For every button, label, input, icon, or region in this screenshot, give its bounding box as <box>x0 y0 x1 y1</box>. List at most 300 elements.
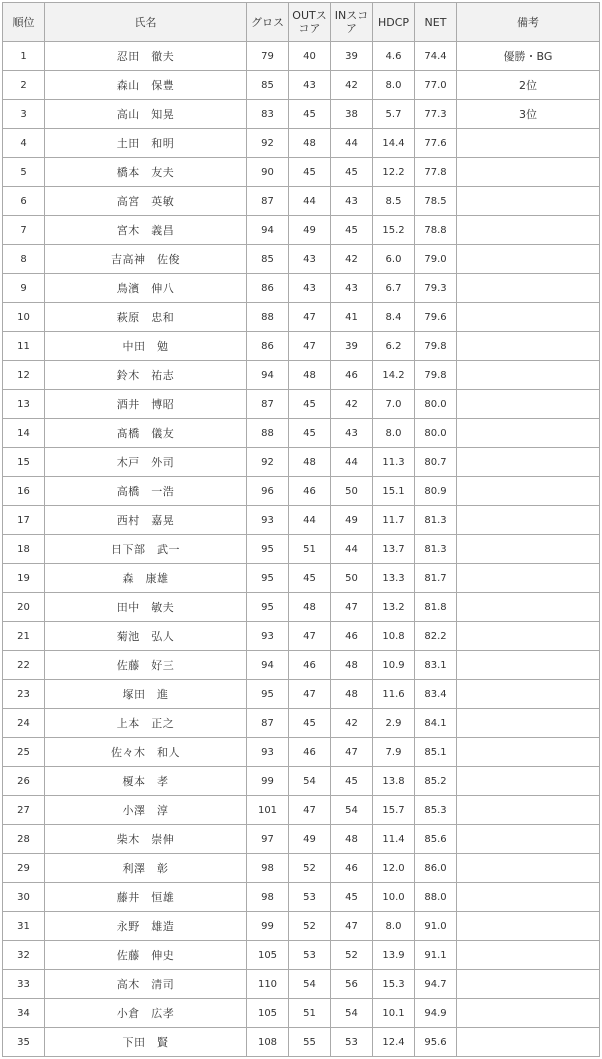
cell-rank: 13 <box>3 390 45 419</box>
cell-name: 上本 正之 <box>45 709 247 738</box>
cell-out-score: 45 <box>289 419 331 448</box>
cell-name: 日下部 武一 <box>45 535 247 564</box>
cell-net: 79.6 <box>415 303 457 332</box>
cell-in-score: 45 <box>331 883 373 912</box>
cell-note <box>457 854 600 883</box>
cell-rank: 26 <box>3 767 45 796</box>
cell-out-score: 45 <box>289 158 331 187</box>
cell-net: 86.0 <box>415 854 457 883</box>
cell-out-score: 47 <box>289 303 331 332</box>
cell-net: 80.0 <box>415 390 457 419</box>
cell-hdcp: 13.7 <box>373 535 415 564</box>
cell-hdcp: 5.7 <box>373 100 415 129</box>
cell-in-score: 50 <box>331 564 373 593</box>
cell-name: 萩原 忠和 <box>45 303 247 332</box>
cell-out-score: 45 <box>289 564 331 593</box>
cell-hdcp: 15.2 <box>373 216 415 245</box>
cell-out-score: 48 <box>289 361 331 390</box>
cell-hdcp: 15.1 <box>373 477 415 506</box>
cell-note <box>457 680 600 709</box>
cell-in-score: 48 <box>331 651 373 680</box>
cell-name: 森 康雄 <box>45 564 247 593</box>
cell-note <box>457 216 600 245</box>
cell-out-score: 49 <box>289 825 331 854</box>
table-row <box>3 129 600 158</box>
cell-gross: 105 <box>247 941 289 970</box>
cell-gross: 94 <box>247 361 289 390</box>
cell-hdcp: 14.4 <box>373 129 415 158</box>
cell-hdcp: 13.9 <box>373 941 415 970</box>
cell-rank: 5 <box>3 158 45 187</box>
cell-rank: 4 <box>3 129 45 158</box>
cell-note <box>457 1028 600 1057</box>
cell-hdcp: 12.4 <box>373 1028 415 1057</box>
cell-note <box>457 651 600 680</box>
cell-gross: 101 <box>247 796 289 825</box>
cell-net: 77.3 <box>415 100 457 129</box>
table-row <box>3 42 600 71</box>
cell-name: 小倉 広孝 <box>45 999 247 1028</box>
cell-in-score: 49 <box>331 506 373 535</box>
cell-note <box>457 448 600 477</box>
cell-hdcp: 8.0 <box>373 71 415 100</box>
cell-in-score: 43 <box>331 274 373 303</box>
table-row <box>3 1028 600 1057</box>
cell-out-score: 47 <box>289 796 331 825</box>
cell-net: 85.3 <box>415 796 457 825</box>
header-name: 氏名 <box>45 3 247 42</box>
cell-gross: 105 <box>247 999 289 1028</box>
cell-name: 佐藤 好三 <box>45 651 247 680</box>
cell-note <box>457 332 600 361</box>
cell-out-score: 51 <box>289 999 331 1028</box>
cell-name: 榎本 孝 <box>45 767 247 796</box>
cell-name: 佐々木 和人 <box>45 738 247 767</box>
cell-note <box>457 129 600 158</box>
table-row <box>3 332 600 361</box>
cell-out-score: 48 <box>289 448 331 477</box>
cell-in-score: 42 <box>331 245 373 274</box>
cell-note <box>457 796 600 825</box>
cell-net: 79.3 <box>415 274 457 303</box>
cell-gross: 92 <box>247 129 289 158</box>
cell-in-score: 48 <box>331 825 373 854</box>
cell-in-score: 47 <box>331 738 373 767</box>
cell-net: 81.7 <box>415 564 457 593</box>
cell-rank: 18 <box>3 535 45 564</box>
cell-note <box>457 564 600 593</box>
cell-note <box>457 970 600 999</box>
cell-name: 小澤 淳 <box>45 796 247 825</box>
cell-name: 高宮 英敏 <box>45 187 247 216</box>
cell-out-score: 44 <box>289 506 331 535</box>
cell-in-score: 42 <box>331 390 373 419</box>
cell-in-score: 52 <box>331 941 373 970</box>
cell-rank: 1 <box>3 42 45 71</box>
cell-out-score: 43 <box>289 71 331 100</box>
cell-note <box>457 941 600 970</box>
cell-name: 西村 嘉晃 <box>45 506 247 535</box>
cell-in-score: 46 <box>331 854 373 883</box>
cell-out-score: 43 <box>289 245 331 274</box>
table-row <box>3 622 600 651</box>
table-row <box>3 245 600 274</box>
cell-gross: 94 <box>247 651 289 680</box>
cell-note <box>457 593 600 622</box>
table-row <box>3 680 600 709</box>
cell-hdcp: 11.4 <box>373 825 415 854</box>
table-row <box>3 593 600 622</box>
cell-hdcp: 12.2 <box>373 158 415 187</box>
cell-net: 94.7 <box>415 970 457 999</box>
table-row <box>3 71 600 100</box>
cell-name: 高橋 一浩 <box>45 477 247 506</box>
cell-name: 藤井 恒雄 <box>45 883 247 912</box>
cell-net: 77.8 <box>415 158 457 187</box>
cell-gross: 93 <box>247 622 289 651</box>
cell-net: 80.9 <box>415 477 457 506</box>
cell-gross: 87 <box>247 709 289 738</box>
table-row <box>3 187 600 216</box>
cell-out-score: 43 <box>289 274 331 303</box>
cell-in-score: 54 <box>331 796 373 825</box>
cell-hdcp: 11.6 <box>373 680 415 709</box>
cell-name: 永野 雄造 <box>45 912 247 941</box>
cell-name: 佐藤 伸史 <box>45 941 247 970</box>
cell-net: 83.1 <box>415 651 457 680</box>
cell-in-score: 41 <box>331 303 373 332</box>
cell-out-score: 53 <box>289 941 331 970</box>
cell-hdcp: 15.3 <box>373 970 415 999</box>
header-gross: グロス <box>247 3 289 42</box>
cell-in-score: 44 <box>331 448 373 477</box>
cell-hdcp: 8.4 <box>373 303 415 332</box>
cell-gross: 92 <box>247 448 289 477</box>
cell-note <box>457 158 600 187</box>
header-net: NET <box>415 3 457 42</box>
cell-gross: 95 <box>247 564 289 593</box>
cell-hdcp: 7.0 <box>373 390 415 419</box>
cell-net: 78.5 <box>415 187 457 216</box>
cell-net: 78.8 <box>415 216 457 245</box>
cell-note: 2位 <box>457 71 600 100</box>
header-in-score: INスコア <box>331 3 373 42</box>
cell-rank: 15 <box>3 448 45 477</box>
cell-hdcp: 6.2 <box>373 332 415 361</box>
cell-gross: 99 <box>247 767 289 796</box>
cell-rank: 29 <box>3 854 45 883</box>
cell-note <box>457 419 600 448</box>
cell-note: 3位 <box>457 100 600 129</box>
cell-net: 84.1 <box>415 709 457 738</box>
cell-name: 菊池 弘人 <box>45 622 247 651</box>
table-row <box>3 825 600 854</box>
table-row <box>3 303 600 332</box>
cell-in-score: 39 <box>331 332 373 361</box>
cell-name: 森山 保豊 <box>45 71 247 100</box>
cell-gross: 96 <box>247 477 289 506</box>
cell-hdcp: 14.2 <box>373 361 415 390</box>
cell-gross: 93 <box>247 738 289 767</box>
cell-rank: 35 <box>3 1028 45 1057</box>
cell-rank: 10 <box>3 303 45 332</box>
header-hdcp: HDCP <box>373 3 415 42</box>
cell-gross: 108 <box>247 1028 289 1057</box>
table-row <box>3 970 600 999</box>
cell-gross: 95 <box>247 680 289 709</box>
cell-name: 髙橋 儀友 <box>45 419 247 448</box>
cell-rank: 28 <box>3 825 45 854</box>
cell-gross: 97 <box>247 825 289 854</box>
cell-name: 吉高神 佐俊 <box>45 245 247 274</box>
table-row <box>3 274 600 303</box>
cell-rank: 21 <box>3 622 45 651</box>
header-row <box>3 3 600 42</box>
cell-net: 88.0 <box>415 883 457 912</box>
cell-rank: 14 <box>3 419 45 448</box>
cell-note <box>457 477 600 506</box>
cell-name: 宮木 義昌 <box>45 216 247 245</box>
cell-gross: 90 <box>247 158 289 187</box>
cell-out-score: 52 <box>289 912 331 941</box>
cell-note <box>457 709 600 738</box>
table-row <box>3 767 600 796</box>
table-row <box>3 419 600 448</box>
cell-out-score: 45 <box>289 390 331 419</box>
cell-in-score: 53 <box>331 1028 373 1057</box>
cell-net: 77.6 <box>415 129 457 158</box>
cell-out-score: 47 <box>289 680 331 709</box>
table-row <box>3 941 600 970</box>
cell-rank: 12 <box>3 361 45 390</box>
cell-out-score: 40 <box>289 42 331 71</box>
cell-name: 田中 敏夫 <box>45 593 247 622</box>
cell-gross: 83 <box>247 100 289 129</box>
cell-out-score: 46 <box>289 477 331 506</box>
cell-out-score: 44 <box>289 187 331 216</box>
cell-in-score: 47 <box>331 912 373 941</box>
table-row <box>3 390 600 419</box>
table-row <box>3 854 600 883</box>
cell-gross: 85 <box>247 71 289 100</box>
cell-in-score: 45 <box>331 158 373 187</box>
cell-hdcp: 11.3 <box>373 448 415 477</box>
cell-name: 中田 勉 <box>45 332 247 361</box>
cell-net: 80.0 <box>415 419 457 448</box>
cell-out-score: 55 <box>289 1028 331 1057</box>
cell-out-score: 51 <box>289 535 331 564</box>
cell-name: 鈴木 祐志 <box>45 361 247 390</box>
cell-out-score: 49 <box>289 216 331 245</box>
cell-gross: 79 <box>247 42 289 71</box>
cell-out-score: 47 <box>289 332 331 361</box>
table-row <box>3 448 600 477</box>
cell-gross: 95 <box>247 535 289 564</box>
cell-out-score: 48 <box>289 129 331 158</box>
cell-note <box>457 999 600 1028</box>
cell-in-score: 56 <box>331 970 373 999</box>
cell-out-score: 47 <box>289 622 331 651</box>
cell-name: 忍田 徹夫 <box>45 42 247 71</box>
table-row <box>3 216 600 245</box>
cell-in-score: 42 <box>331 71 373 100</box>
cell-name: 木戸 外司 <box>45 448 247 477</box>
cell-note <box>457 767 600 796</box>
cell-in-score: 39 <box>331 42 373 71</box>
cell-rank: 34 <box>3 999 45 1028</box>
cell-in-score: 46 <box>331 622 373 651</box>
cell-rank: 2 <box>3 71 45 100</box>
cell-net: 83.4 <box>415 680 457 709</box>
cell-rank: 9 <box>3 274 45 303</box>
cell-gross: 86 <box>247 332 289 361</box>
cell-hdcp: 8.0 <box>373 419 415 448</box>
table-row <box>3 535 600 564</box>
cell-out-score: 53 <box>289 883 331 912</box>
cell-name: 橋本 友夫 <box>45 158 247 187</box>
header-rank: 順位 <box>3 3 45 42</box>
cell-in-score: 54 <box>331 999 373 1028</box>
cell-rank: 31 <box>3 912 45 941</box>
cell-rank: 32 <box>3 941 45 970</box>
cell-note <box>457 883 600 912</box>
cell-hdcp: 13.2 <box>373 593 415 622</box>
cell-gross: 98 <box>247 883 289 912</box>
cell-gross: 110 <box>247 970 289 999</box>
cell-in-score: 47 <box>331 593 373 622</box>
cell-hdcp: 8.5 <box>373 187 415 216</box>
cell-rank: 23 <box>3 680 45 709</box>
cell-hdcp: 2.9 <box>373 709 415 738</box>
cell-out-score: 45 <box>289 100 331 129</box>
cell-rank: 11 <box>3 332 45 361</box>
table-row <box>3 100 600 129</box>
cell-gross: 99 <box>247 912 289 941</box>
cell-net: 95.6 <box>415 1028 457 1057</box>
cell-net: 94.9 <box>415 999 457 1028</box>
cell-out-score: 46 <box>289 738 331 767</box>
cell-in-score: 45 <box>331 216 373 245</box>
cell-note <box>457 245 600 274</box>
cell-hdcp: 13.3 <box>373 564 415 593</box>
cell-out-score: 54 <box>289 767 331 796</box>
cell-out-score: 48 <box>289 593 331 622</box>
cell-hdcp: 4.6 <box>373 42 415 71</box>
cell-in-score: 45 <box>331 767 373 796</box>
table-row <box>3 709 600 738</box>
cell-note <box>457 274 600 303</box>
cell-name: 利澤 彰 <box>45 854 247 883</box>
results-table <box>2 2 600 1057</box>
cell-hdcp: 12.0 <box>373 854 415 883</box>
table-row <box>3 883 600 912</box>
cell-rank: 30 <box>3 883 45 912</box>
table-row <box>3 477 600 506</box>
table-row <box>3 651 600 680</box>
cell-note <box>457 912 600 941</box>
cell-hdcp: 13.8 <box>373 767 415 796</box>
cell-hdcp: 6.7 <box>373 274 415 303</box>
cell-name: 高山 知晃 <box>45 100 247 129</box>
cell-rank: 8 <box>3 245 45 274</box>
cell-gross: 93 <box>247 506 289 535</box>
cell-net: 79.8 <box>415 361 457 390</box>
cell-gross: 94 <box>247 216 289 245</box>
cell-out-score: 46 <box>289 651 331 680</box>
cell-gross: 87 <box>247 187 289 216</box>
cell-net: 85.2 <box>415 767 457 796</box>
table-row <box>3 796 600 825</box>
cell-rank: 25 <box>3 738 45 767</box>
cell-net: 77.0 <box>415 71 457 100</box>
cell-note <box>457 361 600 390</box>
cell-rank: 16 <box>3 477 45 506</box>
cell-name: 塚田 進 <box>45 680 247 709</box>
results-body <box>3 42 600 1057</box>
cell-hdcp: 7.9 <box>373 738 415 767</box>
cell-rank: 7 <box>3 216 45 245</box>
cell-name: 高木 清司 <box>45 970 247 999</box>
cell-gross: 86 <box>247 274 289 303</box>
cell-net: 91.0 <box>415 912 457 941</box>
cell-rank: 24 <box>3 709 45 738</box>
cell-hdcp: 10.0 <box>373 883 415 912</box>
cell-net: 80.7 <box>415 448 457 477</box>
cell-note <box>457 825 600 854</box>
cell-in-score: 48 <box>331 680 373 709</box>
cell-gross: 87 <box>247 390 289 419</box>
cell-note <box>457 506 600 535</box>
table-row <box>3 158 600 187</box>
cell-rank: 33 <box>3 970 45 999</box>
header-note: 備考 <box>457 3 600 42</box>
cell-hdcp: 8.0 <box>373 912 415 941</box>
cell-out-score: 54 <box>289 970 331 999</box>
cell-gross: 95 <box>247 593 289 622</box>
cell-in-score: 44 <box>331 129 373 158</box>
cell-in-score: 43 <box>331 419 373 448</box>
cell-name: 鳥濱 伸八 <box>45 274 247 303</box>
cell-gross: 88 <box>247 303 289 332</box>
cell-out-score: 45 <box>289 709 331 738</box>
cell-name: 土田 和明 <box>45 129 247 158</box>
cell-hdcp: 15.7 <box>373 796 415 825</box>
cell-gross: 88 <box>247 419 289 448</box>
cell-out-score: 52 <box>289 854 331 883</box>
cell-rank: 27 <box>3 796 45 825</box>
cell-rank: 3 <box>3 100 45 129</box>
cell-note <box>457 622 600 651</box>
cell-net: 85.1 <box>415 738 457 767</box>
cell-rank: 6 <box>3 187 45 216</box>
cell-net: 81.3 <box>415 535 457 564</box>
cell-gross: 98 <box>247 854 289 883</box>
cell-rank: 17 <box>3 506 45 535</box>
cell-note <box>457 738 600 767</box>
cell-hdcp: 10.9 <box>373 651 415 680</box>
cell-net: 85.6 <box>415 825 457 854</box>
cell-hdcp: 11.7 <box>373 506 415 535</box>
cell-note <box>457 390 600 419</box>
cell-hdcp: 10.1 <box>373 999 415 1028</box>
cell-hdcp: 10.8 <box>373 622 415 651</box>
cell-note <box>457 535 600 564</box>
cell-net: 81.8 <box>415 593 457 622</box>
table-row <box>3 912 600 941</box>
cell-rank: 20 <box>3 593 45 622</box>
cell-note <box>457 303 600 332</box>
table-row <box>3 361 600 390</box>
